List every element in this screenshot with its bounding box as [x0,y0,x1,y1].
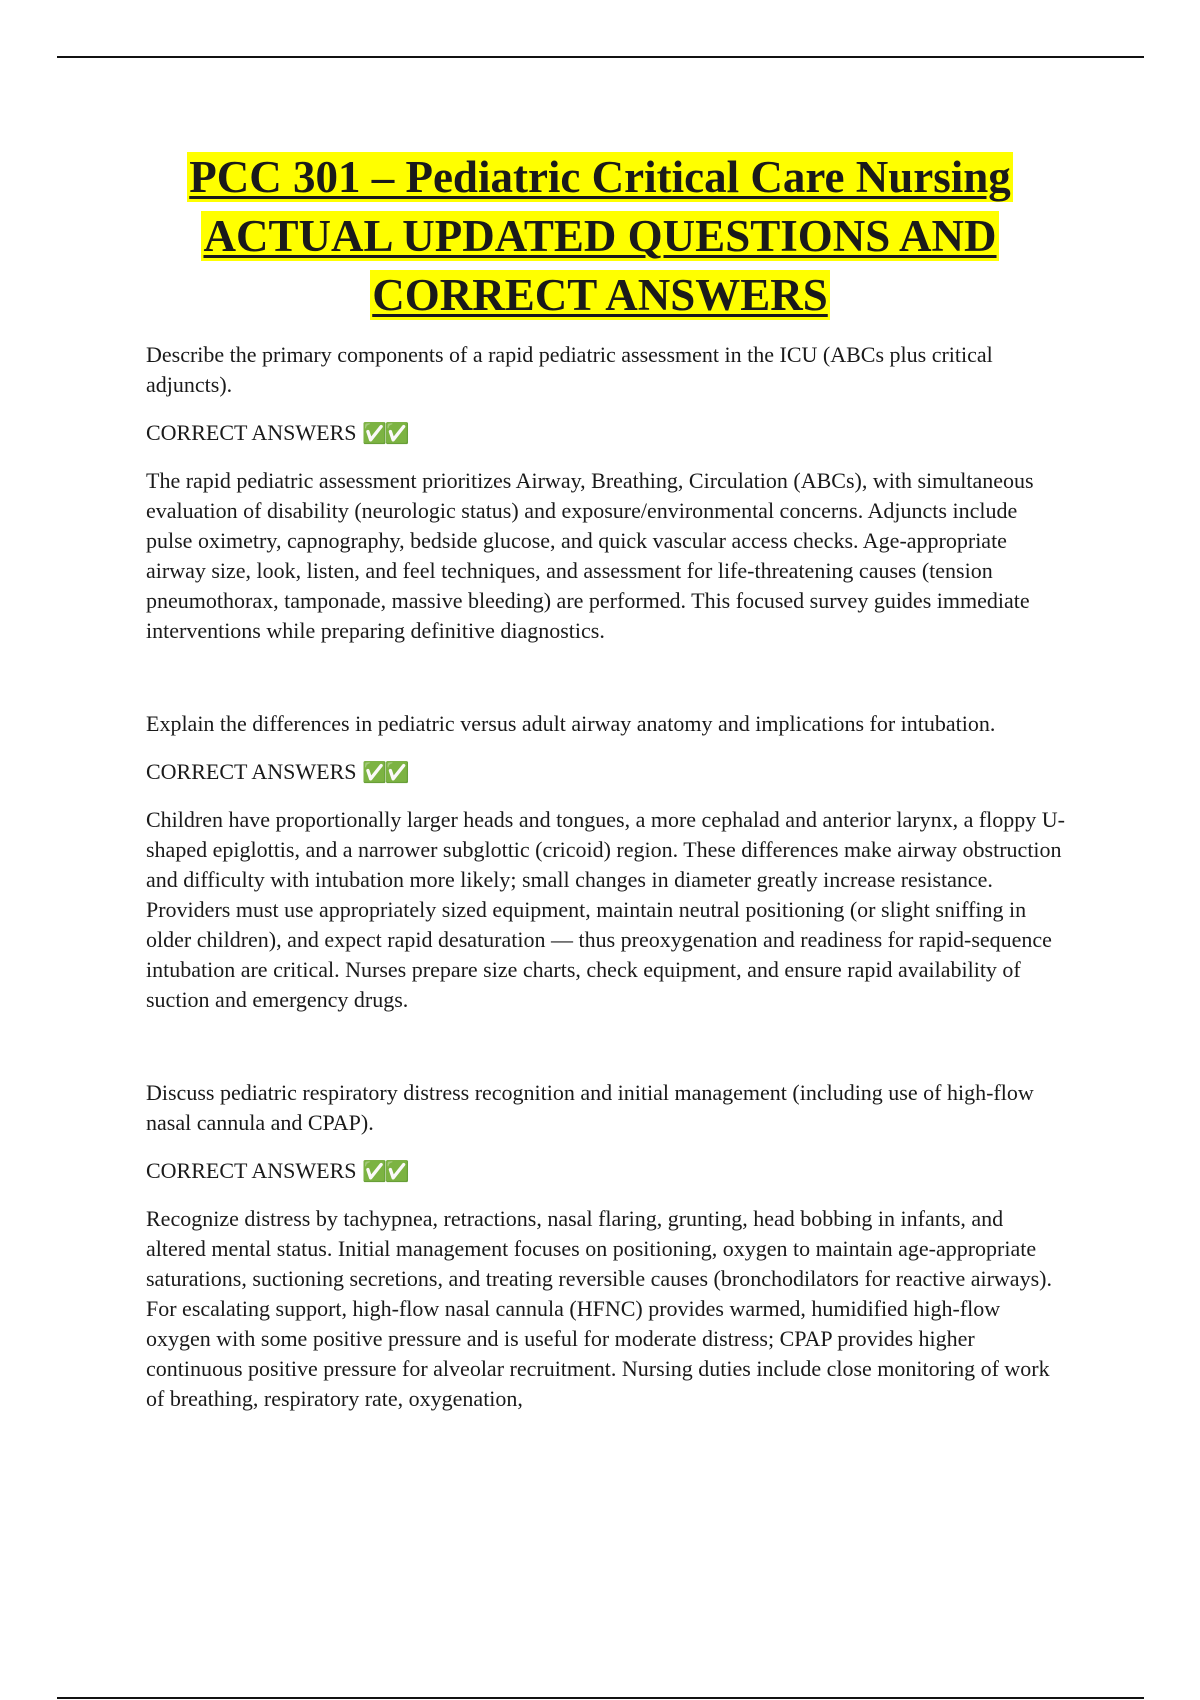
answers-label-text: CORRECT ANSWERS [146,759,357,784]
question-2: Explain the differences in pediatric versus adult airway anatomy and implications for intubation. [146,711,996,736]
double-check-icon: ✅✅ [361,760,408,784]
answers-label-3 [146,1156,1066,1186]
answer-1: The rapid pediatric assessment prioritizes Airway, Breathing, Circulation (ABCs), with simultaneous evaluation of disability (neurologic status) and exposure/environmental concerns. Adjuncts include pulse oximetry, capnography, bedside glucose, and quick vascular access checks. Age-appropriate airway size, look, listen, and feel techniques, and assessment for life-threatening causes (tension pneumothorax, tamponade, massive bleeding) are performed. This focused survey guides immediate interventions while preparing definitive diagnostics. [146,468,1034,643]
document-title [100,148,1100,325]
title-line-1: PCC 301 – Pediatric Critical Care Nursing [189,152,1011,202]
question-1: Describe the primary components of a rapid pediatric assessment in the ICU (ABCs plus critical adjuncts). [146,342,993,397]
title-line-3: CORRECT ANSWERS [372,270,828,320]
answers-label-text: CORRECT ANSWERS [146,1158,357,1183]
footer-rule [57,1697,1144,1699]
answers-label-text: CORRECT ANSWERS [146,420,357,445]
double-check-icon: ✅✅ [361,421,408,445]
qa-list [146,340,1066,1477]
title-line-2: ACTUAL UPDATED QUESTIONS AND [203,211,997,261]
double-check-icon: ✅✅ [361,1159,408,1183]
answers-label-1 [146,418,1066,448]
question-3: Discuss pediatric respiratory distress recognition and initial management (including use of high-flow nasal cannula and CPAP). [146,1080,1034,1135]
answer-3: Recognize distress by tachypnea, retractions, nasal flaring, grunting, head bobbing in infants, and altered mental status. Initial management focuses on positioning, oxygen to maintain age-appropriate saturations, suctioning secretions, and treating reversible causes (bronchodilators for reactive airways). For escalating support, high-flow nasal cannula (HFNC) provides warmed, humidified high-flow oxygen with some positive pressure and is useful for moderate distress; CPAP provides higher continuous positive pressure for alveolar recruitment. Nursing duties include close monitoring of work of breathing, respiratory rate, oxygenation, [146,1206,1052,1411]
header-rule [57,56,1144,58]
answer-2: Children have proportionally larger heads and tongues, a more cephalad and anterior larynx, a floppy U-shaped epiglottis, and a narrower subglottic (cricoid) region. These differences make airway obstruction and difficulty with intubation more likely; small changes in diameter greatly increase resistance. Providers must use appropriately sized equipment, maintain neutral positioning (or slight sniffing in older children), and expect rapid desaturation — thus preoxygenation and readiness for rapid-sequence intubation are critical. Nurses prepare size charts, check equipment, and ensure rapid availability of suction and emergency drugs. [146,807,1066,1012]
answers-label-2 [146,757,1066,787]
